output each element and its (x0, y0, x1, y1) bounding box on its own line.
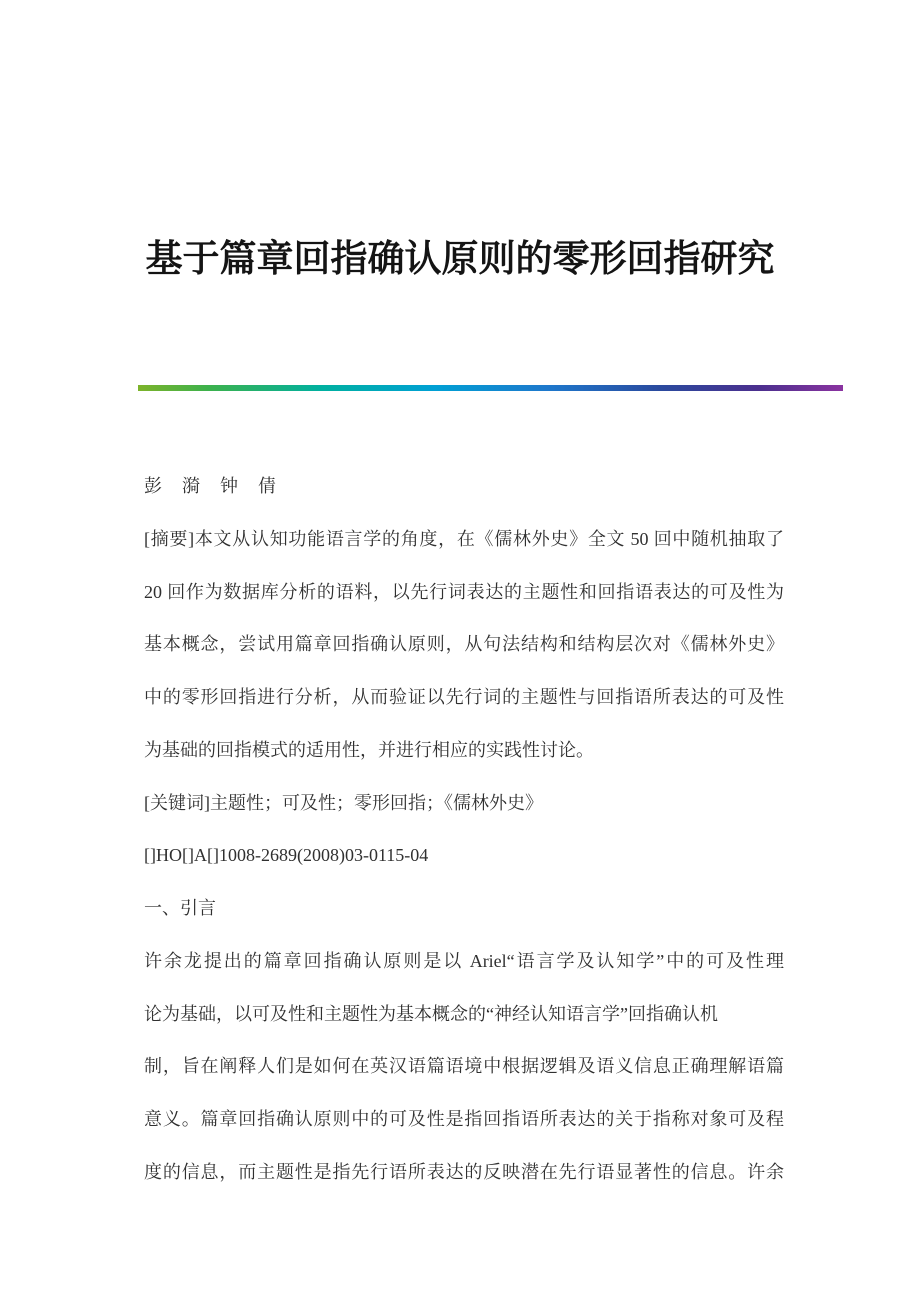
intro-paragraph-line: 意义。篇章回指确认原则中的可及性是指回指语所表达的关于指称对象可及程 (144, 1109, 784, 1129)
article-id-line: []HO[]A[]1008-2689(2008)03-0115-04 (144, 845, 429, 866)
section-heading-introduction: 一、引言 (144, 898, 216, 918)
abstract-line: 为基础的回指模式的适用性，并进行相应的实践性讨论。 (144, 739, 594, 760)
document-title: 基于篇章回指确认原则的零形回指研究 (145, 238, 775, 280)
abstract-line: 中的零形回指进行分析，从而验证以先行词的主题性与回指语所表达的可及性 (144, 687, 784, 707)
abstract-line: 20 回作为数据库分析的语料，以先行词表达的主题性和回指语表达的可及性为 (144, 581, 784, 602)
intro-paragraph-line: 论为基础，以可及性和主题性为基本概念的“神经认知语言学”回指确认机 (144, 1003, 718, 1024)
intro-paragraph-line: 制，旨在阐释人们是如何在英汉语篇语境中根据逻辑及语义信息正确理解语篇 (144, 1056, 784, 1077)
intro-paragraph-line: 度的信息，而主题性是指先行语所表达的反映潜在先行语显著性的信息。许余 (144, 1161, 784, 1182)
keywords-line: [关键词]主题性；可及性；零形回指；《儒林外史》 (144, 792, 543, 813)
abstract-line: 基本概念，尝试用篇章回指确认原则，从句法结构和结构层次对《儒林外史》 (144, 634, 784, 655)
gradient-divider-bar (138, 385, 843, 391)
authors-line: 彭 漪 钟 倩 (144, 476, 277, 496)
abstract-line: [摘要]本文从认知功能语言学的角度，在《儒林外史》全文 50 回中随机抽取了 (144, 528, 784, 549)
intro-paragraph-line: 许余龙提出的篇章回指确认原则是以 Ariel“语言学及认知学”中的可及性理 (144, 950, 784, 971)
document-body (144, 460, 784, 1199)
